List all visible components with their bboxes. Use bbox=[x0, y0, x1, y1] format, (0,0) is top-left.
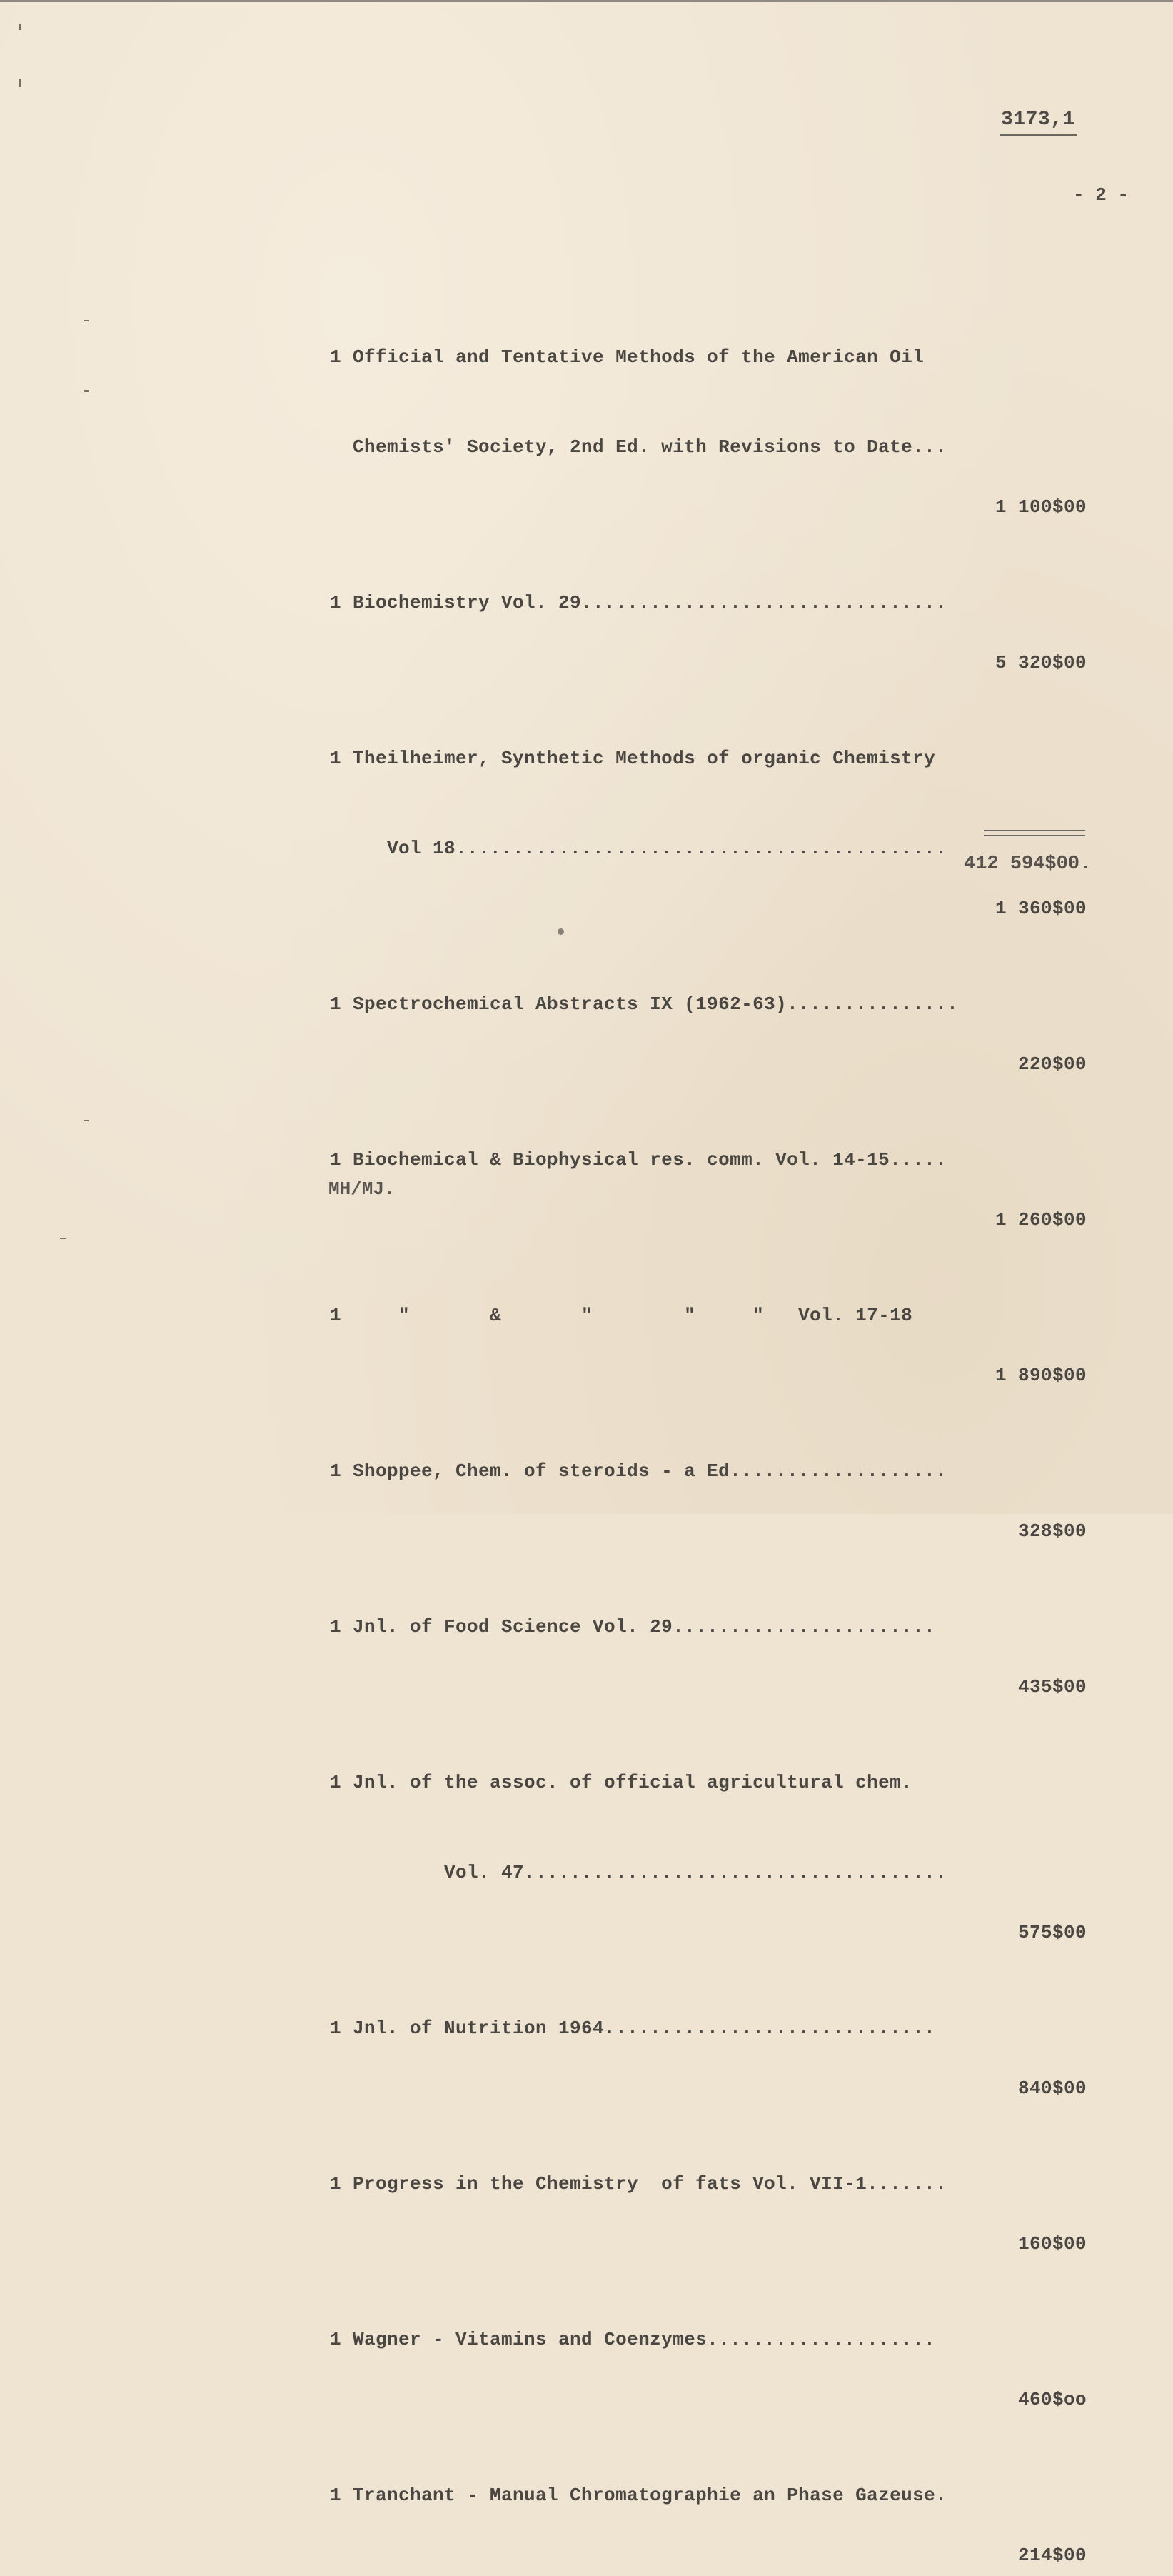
item-description: 1 Biochemical & Biophysical res. comm. Vol. 14-15..... bbox=[330, 1149, 947, 1171]
item-description: 1 Theilheimer, Synthetic Methods of organic Chemistry bbox=[330, 748, 936, 769]
item-description: 1 Progress in the Chemistry of fats Vol. VII-1....... bbox=[330, 2173, 947, 2195]
item-price: 1 260$00 bbox=[995, 1209, 1087, 1231]
list-item bbox=[330, 282, 1087, 522]
grand-total: 412 594$00. bbox=[964, 853, 1092, 875]
item-price: 840$00 bbox=[1017, 2078, 1087, 2099]
item-price: 1 360$00 bbox=[995, 898, 1087, 919]
item-price: 1 890$00 bbox=[995, 1365, 1087, 1386]
list-item bbox=[330, 1085, 1087, 1235]
page-edge bbox=[0, 0, 1173, 2]
document-number: 3173,1 bbox=[1001, 109, 1075, 131]
item-description: Vol. 47..................................... bbox=[330, 1862, 947, 1883]
item-description: 1 Shoppee, Chem. of steroids - a Ed................... bbox=[330, 1460, 947, 1482]
margin-mark bbox=[19, 24, 21, 30]
item-price: 5 320$00 bbox=[995, 652, 1087, 673]
item-description: 1 Official and Tentative Methods of the American Oil bbox=[330, 346, 925, 368]
item-description: 1 Spectrochemical Abstracts IX (1962-63)............... bbox=[330, 993, 959, 1015]
list-item bbox=[330, 929, 1087, 1079]
list-item bbox=[330, 1708, 1087, 1948]
item-description: 1 Jnl. of the assoc. of official agricultural chem. bbox=[330, 1772, 913, 1793]
item-price: 328$00 bbox=[1017, 1520, 1087, 1542]
margin-mark bbox=[60, 1238, 66, 1239]
margin-mark bbox=[84, 390, 89, 392]
total-rule bbox=[984, 830, 1085, 836]
item-description: 1 Biochemistry Vol. 29................................ bbox=[330, 592, 947, 613]
margin-mark bbox=[84, 1120, 89, 1121]
item-description: 1 Tranchant - Manual Chromatographie an Phase Gazeuse. bbox=[330, 2485, 947, 2506]
item-description: 1 Wagner - Vitamins and Coenzymes.................... bbox=[330, 2329, 936, 2350]
item-price: 435$00 bbox=[1017, 1676, 1087, 1698]
item-price: 1 100$00 bbox=[995, 496, 1087, 518]
list-item bbox=[330, 1241, 1087, 1390]
list-item bbox=[330, 2109, 1087, 2259]
list-item bbox=[330, 683, 1087, 923]
item-price: 160$00 bbox=[1017, 2233, 1087, 2255]
item-price: 220$00 bbox=[1017, 1053, 1087, 1075]
item-price: 460$oo bbox=[1017, 2389, 1087, 2410]
item-description: 1 Jnl. of Food Science Vol. 29....................... bbox=[330, 1616, 936, 1638]
document-number-underline bbox=[1000, 134, 1077, 136]
list-item bbox=[330, 528, 1087, 678]
list-item bbox=[330, 2420, 1087, 2570]
typist-initials: MH/MJ. bbox=[328, 1178, 396, 1200]
item-description: 1 Jnl. of Nutrition 1964............................. bbox=[330, 2018, 936, 2039]
list-item bbox=[330, 1552, 1087, 1702]
item-price: 214$00 bbox=[1017, 2545, 1087, 2566]
item-description: Chemists' Society, 2nd Ed. with Revisions to Date... bbox=[330, 436, 947, 458]
item-list bbox=[330, 282, 1087, 2576]
item-description: Vol 18........................................... bbox=[330, 838, 947, 859]
page-number: - 2 - bbox=[1073, 184, 1129, 206]
list-item bbox=[330, 2265, 1087, 2415]
item-description: 1 " & " " " Vol. 17-18 bbox=[330, 1305, 913, 1326]
list-item bbox=[330, 1396, 1087, 1546]
margin-mark bbox=[84, 320, 89, 321]
list-item bbox=[330, 1953, 1087, 2103]
item-price: 575$00 bbox=[1017, 1922, 1087, 1943]
margin-mark bbox=[19, 79, 21, 87]
